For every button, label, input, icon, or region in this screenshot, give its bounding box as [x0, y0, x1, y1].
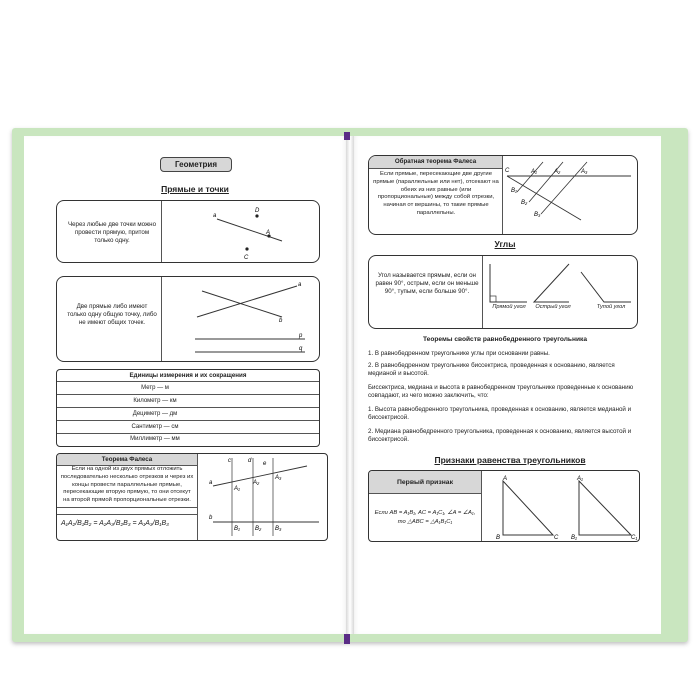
- isosceles-title: Теоремы свойств равнобедренного треугольника: [422, 336, 587, 343]
- converse-text: Если прямые, пересекающие две другие прямые (параллельные или нет), отсекают на обеих из них равные (или пропорциональные) между собой отрезки, начиная от вершины, то такие прямые параллельны.: [373, 171, 499, 216]
- thales-text: Если на одной из двух прямых отложить последовательно несколько отрезков и через их концы провести параллельные прямые, пересекающие вторую прямую, то они отсекут на второй прямой пропорциональные отрезки.: [60, 466, 194, 504]
- thales-label-B2: B₂: [255, 526, 262, 532]
- thales-label-A2: A₂: [253, 480, 260, 486]
- criteria-box: [368, 470, 640, 542]
- obtuse-angle-label: Тупой угол: [596, 304, 626, 310]
- book-spine: [346, 136, 354, 634]
- section-title-criteria: Признаки равенства треугольников: [434, 455, 586, 465]
- criteria-label-A: A: [503, 476, 508, 482]
- thales-formula: A₁A₂/B₁B₂ = A₂A₃/B₂B₃ = A₁A₃/B₁B₃: [61, 520, 169, 527]
- box1-text: Через любые две точки можно провести прямую, притом только одну.: [67, 221, 157, 244]
- thales-diagram: [57, 454, 329, 542]
- unit-row: Метр — м: [141, 385, 169, 391]
- converse-label-B3: B₃: [534, 212, 541, 218]
- units-table: [56, 369, 320, 447]
- angles-text: Угол называется прямым, если он равен 90°, острым, если он меньше 90°, тупым, если больше 90°.: [375, 272, 479, 295]
- criteria-diagram: [369, 471, 641, 543]
- thales-label-B3: B₃: [275, 526, 282, 532]
- unit-row: Дециметр — дм: [132, 411, 178, 417]
- box2-text: Две прямые либо имеют только одну общую точку, либо не имеют общих точек.: [67, 303, 157, 326]
- angles-box: [368, 255, 638, 329]
- thales-label-e: e: [263, 461, 267, 467]
- first-criterion-formula: Если AB = A₁B₁, AC = A₁C₁, ∠A = ∠A₁, то △ABC = △A₁B₁C₁: [374, 510, 476, 525]
- thales-label-B1: B₁: [234, 526, 240, 532]
- thales-box: [56, 453, 328, 541]
- thales-label-a: a: [209, 480, 213, 486]
- unit-row: Миллиметр — мм: [130, 436, 180, 442]
- thales-label-d: d: [248, 458, 252, 464]
- thales-label-A3: A₃: [275, 475, 282, 481]
- converse-title: Обратная теорема Фалеса: [394, 158, 477, 165]
- box2-diagram: [57, 277, 321, 363]
- criteria-label-C: C: [554, 535, 559, 541]
- box2-label-p: p: [299, 333, 303, 339]
- thales-label-c: c: [228, 458, 231, 464]
- converse-label-B1: B₁: [511, 188, 517, 194]
- isosceles-p1: 1. В равнобедренном треугольнике углы при основании равны.: [368, 350, 550, 357]
- isosceles-p3: Биссектриса, медиана и высота в равнобедренном треугольнике проведенные к основанию совпадают, из чего можно заключить, что:: [368, 384, 634, 399]
- converse-label-A3: A₃: [581, 169, 588, 175]
- bookmark-ribbon-bottom: [344, 634, 350, 644]
- section-title-angles: Углы: [494, 239, 516, 249]
- page-title: Геометрия: [160, 157, 232, 172]
- first-criterion-title: Первый признак: [397, 479, 453, 486]
- criteria-label-B: B: [496, 535, 501, 541]
- thales-label-A1: A₁: [234, 486, 240, 492]
- box1-diagram: [57, 201, 321, 264]
- units-title: Единицы измерения и их сокращения: [129, 372, 247, 379]
- two-lines-box: [56, 276, 320, 362]
- box2-label-q: q: [299, 346, 303, 352]
- isosceles-p2: 2. В равнобедренном треугольнике биссектриса, проведенная к основанию, является медианой и высотой.: [368, 362, 615, 377]
- box2-label-b: b: [279, 318, 283, 324]
- unit-row: Сантиметр — см: [131, 424, 179, 430]
- bookmark-ribbon-top: [344, 132, 350, 140]
- thales-title: Теорема Фалеса: [101, 455, 153, 463]
- box1-label-a: a: [213, 213, 217, 219]
- converse-label-A2: A₂: [554, 169, 561, 175]
- right-angle-label: Прямой угол: [492, 304, 526, 310]
- converse-label-C: C: [505, 168, 510, 174]
- angles-diagram: [369, 256, 639, 330]
- unit-row: Километр — км: [133, 398, 177, 404]
- section-title-lines: Прямые и точки: [161, 184, 229, 194]
- converse-diagram: [369, 156, 639, 236]
- criteria-label-A1: A₁: [577, 476, 583, 482]
- isosceles-p5: 2. Медиана равнобедренного треугольника, проведенная к основанию, является высотой и биссектрисой.: [368, 428, 632, 443]
- acute-angle-label: Острый угол: [535, 304, 571, 310]
- box1-label-A: A: [266, 230, 271, 236]
- criteria-label-C1: C₁: [631, 535, 638, 541]
- criteria-label-B1: B₁: [571, 535, 577, 541]
- box1-label-c: C: [244, 255, 249, 261]
- converse-label-A1: A₁: [531, 169, 537, 175]
- box2-label-a: a: [298, 282, 302, 288]
- lines-points-box: [56, 200, 320, 263]
- converse-label-B2: B₂: [521, 200, 528, 206]
- converse-thales-box: [368, 155, 638, 235]
- thales-label-b: b: [209, 515, 213, 521]
- isosceles-p4: 1. Высота равнобедренного треугольника, проведенная к основанию, является медианой и биссектрисой.: [368, 406, 632, 421]
- box1-label-d: D: [255, 208, 260, 214]
